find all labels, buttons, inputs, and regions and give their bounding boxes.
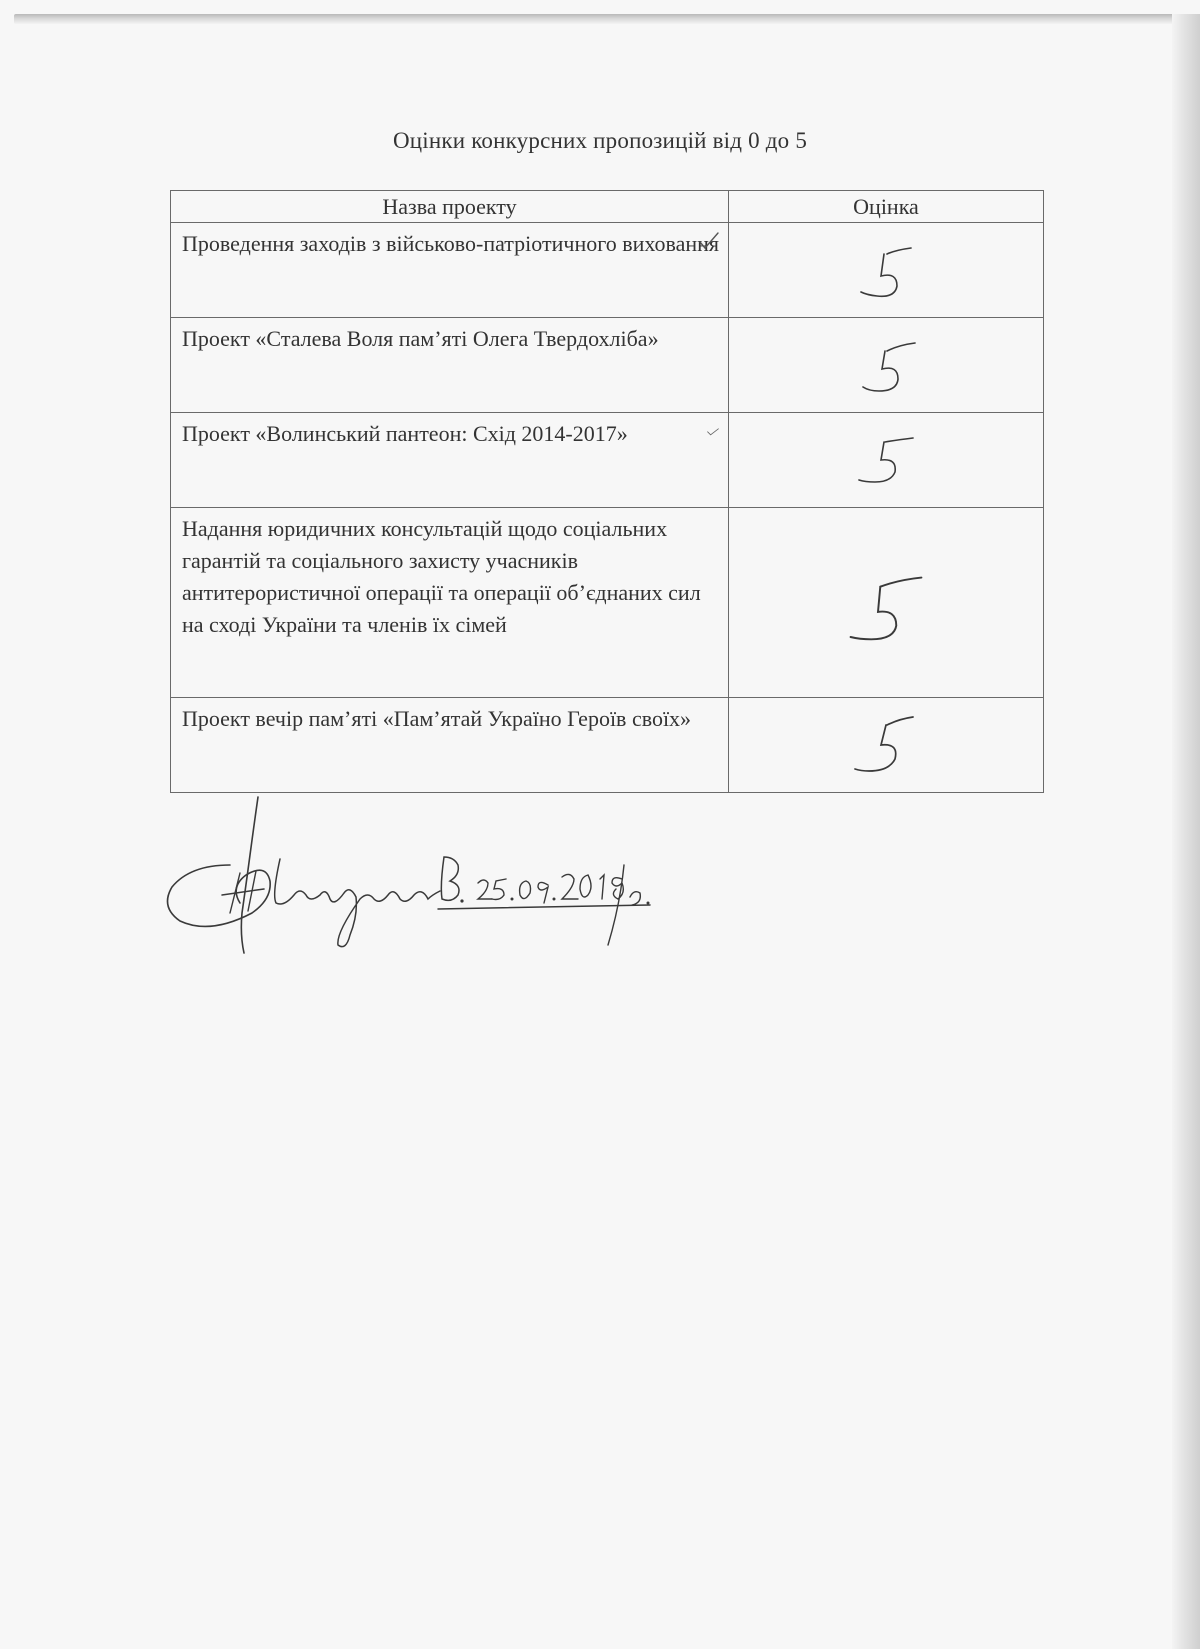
project-name-cell	[171, 318, 729, 413]
score-cell	[729, 413, 1044, 508]
project-name: Проект «Сталева Воля пам’яті Олега Твердохліба»	[182, 326, 659, 351]
header-score: Оцінка	[729, 191, 1044, 223]
score-wrap	[729, 698, 1043, 792]
project-name: Надання юридичних консультацій щодо соціальних гарантій та соціального захисту учасників антитерористичної операції та операції об’єднаних сил на сході України та членів їх сімей	[182, 516, 701, 637]
project-name-cell	[171, 698, 729, 793]
score-wrap	[729, 223, 1043, 317]
handwritten-score-5-icon	[851, 432, 921, 502]
checkmark-icon	[706, 427, 720, 439]
project-name-cell	[171, 223, 729, 318]
scores-table	[170, 190, 1044, 793]
handwritten-score-5-icon	[851, 242, 921, 312]
table-row	[171, 698, 1044, 793]
project-name: Проект «Волинський пантеон: Схід 2014-2017»	[182, 421, 628, 446]
handwritten-score-5-icon	[851, 337, 921, 407]
table-row	[171, 318, 1044, 413]
score-cell	[729, 223, 1044, 318]
checkmark-icon	[698, 231, 720, 251]
score-cell	[729, 318, 1044, 413]
handwritten-signature	[160, 795, 690, 970]
score-wrap	[729, 508, 1043, 697]
table-row	[171, 508, 1044, 698]
table-row	[171, 223, 1044, 318]
handwritten-score-5-icon	[846, 573, 926, 653]
project-name: Проведення заходів з військово-патріотичного виховання	[182, 231, 720, 256]
project-name-cell	[171, 413, 729, 508]
table-header-row	[171, 191, 1044, 223]
score-wrap	[729, 413, 1043, 507]
project-name: Проект вечір пам’яті «Пам’ятай Україно Героїв своїх»	[182, 706, 692, 731]
handwritten-score-5-icon	[851, 709, 921, 779]
score-wrap	[729, 318, 1043, 412]
score-cell	[729, 508, 1044, 698]
document-title: Оцінки конкурсних пропозицій від 0 до 5	[392, 128, 808, 153]
header-project-name: Назва проекту	[171, 191, 729, 223]
score-cell	[729, 698, 1044, 793]
project-name-cell	[171, 508, 729, 698]
table-row	[171, 413, 1044, 508]
